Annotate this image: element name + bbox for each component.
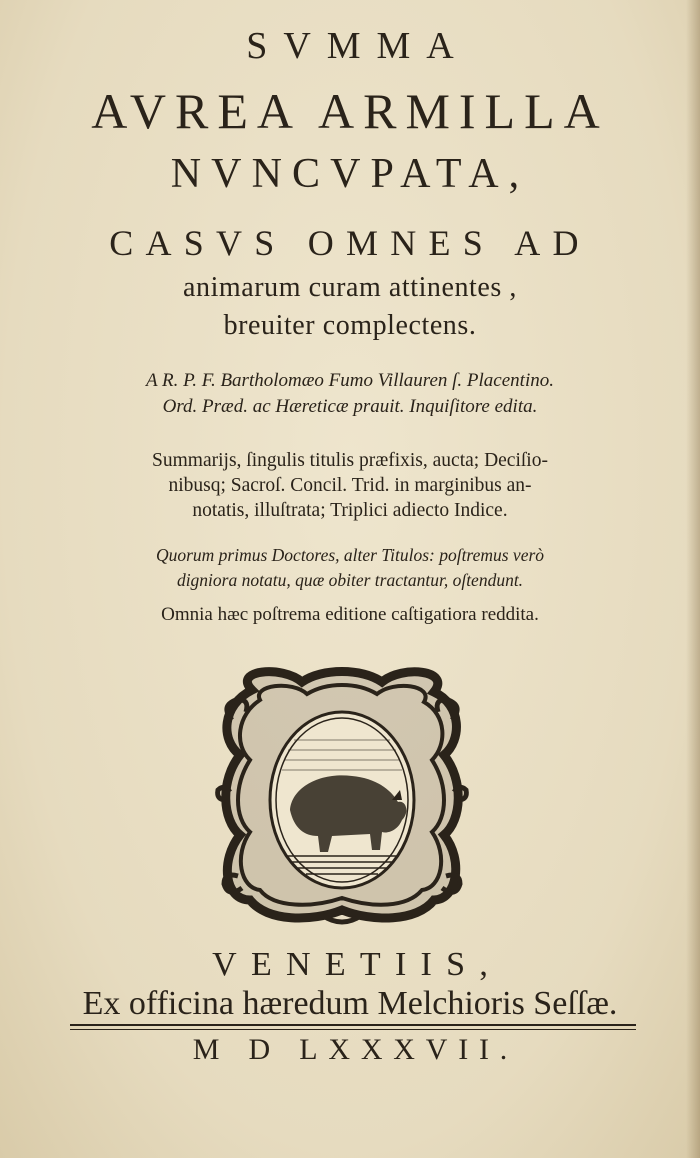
author-line-2: Ord. Præd. ac Hæreticæ prauit. Inquiſitore edita. [162,396,538,417]
printers-device-woodcut [212,660,472,930]
description-line-2: nibusq; Sacroſ. Concil. Trid. in marginibus an- [168,475,532,496]
title-line-5: animarum curam attinentes , [183,272,517,303]
title-line-3: NVNCVPATA, [170,151,530,197]
description-line-3: notatis, illuſtrata; Triplici adiecto Indice. [192,500,508,521]
imprint-place: VENETIIS, [212,946,503,983]
title-line-1: SVMMA [246,25,470,67]
imprint-rule [70,1024,636,1030]
author-line-1: A R. P. F. Bartholomæo Fumo Villauren ſ. Placentino. [146,370,554,391]
index-note-line-1: Quorum primus Doctores, alter Titulos: poſtremus verò [155,545,545,565]
description-line-1: Summarijs, ſingulis titulis præfixis, aucta; Deciſio- [152,450,548,471]
imprint-year: M D LXXXVII. [192,1033,519,1066]
title-line-4: CASVS OMNES AD [109,223,591,263]
title-line-6: breuiter complectens. [223,310,477,341]
imprint-printer: Ex officina hæredum Melchioris Seſſæ. [82,985,618,1022]
index-note-line-2: digniora notatu, quæ obiter tractantur, oſtendunt. [176,570,524,590]
edition-note: Omnia hæc poſtrema editione caſtigatiora reddita. [161,604,539,625]
title-line-2: AVREA ARMILLA [91,83,609,139]
